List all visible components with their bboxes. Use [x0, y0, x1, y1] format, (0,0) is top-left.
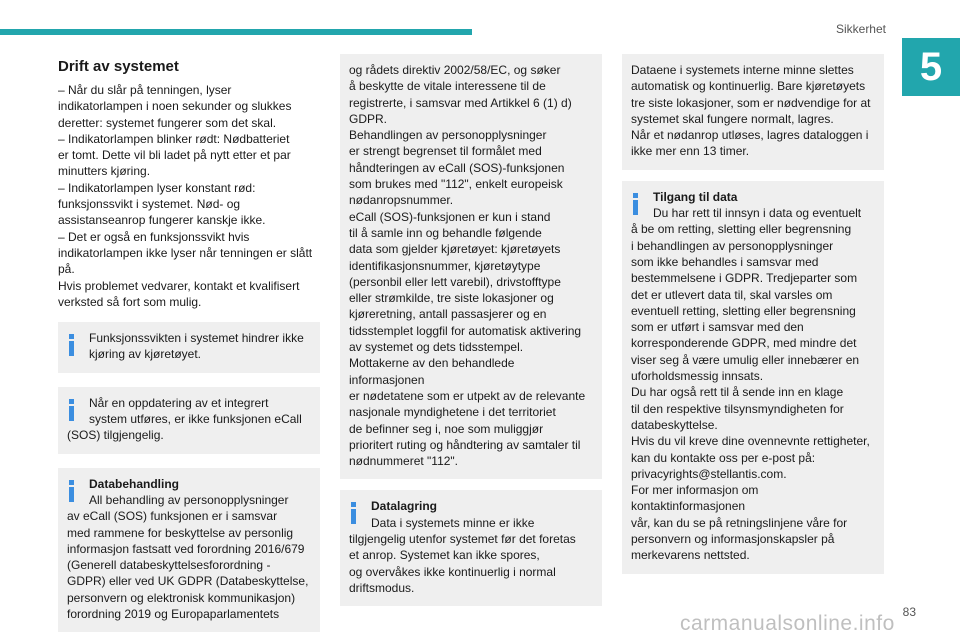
page-number: 83: [902, 605, 916, 619]
info-box-text: Når en oppdatering av et integrert: [89, 395, 269, 410]
column-3: [622, 52, 884, 585]
info-box-text: system utføres, er ikke funksjonen eCall: [89, 412, 302, 427]
info-box-malfunction: [58, 322, 320, 373]
info-icon: [69, 399, 74, 419]
info-icon: [351, 502, 356, 522]
watermark: carmanualsonline.info: [680, 612, 895, 635]
info-box-data-access: [622, 181, 884, 574]
section-title: Sikkerhet: [835, 22, 886, 36]
info-box-data-deletion: [622, 54, 884, 170]
body-text: – Når du slår på tenningen, lyser indikatorlampen i noen sekunder og slukkes deretter: systemet fungerer som det skal. – Indikatorlampen blinker rødt: Nødbatteriet er tomt. Dette vil bli ladet på nytt etter et par minutters kjøring. – Indikatorlampen lyser konstant rød: funksjonssvikt i systemet. Nød- og assistanseanrop fungerer kanskje ikke. – Det er også en funksjonssvikt hvis indikatorlampen ikke lyser når tenningen er slått på. Hvis problemet vedvarer, kontakt et kvalifisert verksted så fort som mulig.: [58, 83, 313, 309]
info-icon: [69, 334, 74, 354]
column-2: [340, 52, 602, 617]
info-box-update: [58, 387, 320, 454]
info-box-title: Datalagring: [371, 499, 438, 514]
info-box-text: Data i systemets minne er ikke: [371, 515, 535, 530]
info-box-text: Funksjonssvikten i systemet hindrer ikke: [89, 331, 304, 346]
column-1: [58, 52, 320, 640]
info-box-title: Databehandling: [89, 476, 180, 491]
info-box-text: tilgjengelig utenfor systemet før det foretas et anrop. Systemet kan ikke spores, og overvåkes ikke kontinuerlig i normal driftsmodus.: [349, 532, 576, 595]
info-box-text: kjøring av kjøretøyet.: [89, 347, 202, 362]
info-box-text: å be om retting, sletting eller begrensning i behandlingen av personopplysninger som ikke behandles i samsvar med bestemmelsene i GDPR. Tredjeparter som det er utlevert data til, skal varsles om eventuell retting, sletting eller begrensning som er utført i samsvar med den korresponderende GDPR, med mindre det viser seg å være umulig eller innebærer en uforholdsmessig innsats. Du har også rett til å sende inn en klage til den respektive tilsynsmyndigheten for databeskyttelse. Hvis du vil kreve dine ovennevnte rettigheter, kan du kontakte oss per e-post på: privacyrights@stellantis.com. For mer informasjon om kontaktinformasjonen vår, kan du se på retningslinjene våre for personvern og informasjonskapsler på merkevarens nettsted.: [631, 222, 870, 563]
header-accent-bar: [0, 29, 472, 35]
info-box-data-processing-cont: [340, 54, 602, 479]
info-icon: [69, 480, 74, 500]
info-icon: [633, 193, 638, 213]
info-box-text: Du har rett til innsyn i data og eventuelt: [653, 206, 862, 221]
chapter-number-badge: 5: [902, 38, 960, 96]
info-box-text: All behandling av personopplysninger: [89, 492, 289, 507]
info-box-title: Tilgang til data: [653, 189, 738, 204]
section-heading: Drift av systemet: [58, 58, 179, 75]
info-box-text: og rådets direktiv 2002/58/EC, og søker å beskytte de vitale interessene til de registrerte, i samsvar med Artikkel 6 (1) d) GDPR. Behandlingen av personopplysninger er strengt begrenset til formålet med håndteringen av eCall (SOS)-funksjonen som brukes med "112", enkelt europeisk nødanropsnummer. eCall (SOS)-funksjonen er kun i stand til å samle inn og behandle følgende data som gjelder kjøretøyet: kjøretøyets identifikasjonsnummer, kjøretøytype (personbil eller lett varebil), drivstofftype eller strømkilde, tre siste lokasjoner og kjøreretning, antall passasjerer og en tidsstemplet loggfil for automatisk aktivering av systemet og dets tidsstempel. Mottakerne av den behandlede informasjonen er nødetatene som er utpekt av de relevante nasjonale myndighetene i det territoriet de befinner seg i, noe som muliggjør prioritert ruting og håndtering av samtaler til nødnummeret "112".: [349, 63, 586, 469]
info-box-text: av eCall (SOS) funksjonen er i samsvar med rammene for beskyttelse av personlig informasjon fastsatt ved forordning 2016/679 (Generell databeskyttelsesforordning - GDPR) eller ved UK GDPR (Databeskyttelse, personvern og elektronisk kommunikasjon) forordning 2019 og Europaparlamentets: [67, 509, 309, 622]
info-box-data-processing: [58, 468, 320, 633]
info-box-data-storage: [340, 490, 602, 606]
info-box-text: (SOS) tilgjengelig.: [67, 428, 164, 443]
info-box-text: Dataene i systemets interne minne slettes automatisk og kontinuerlig. Bare kjøretøyets tre siste lokasjoner, som er nødvendige for at systemet skal fungere normalt, lagres. Når et nødanrop utløses, lagres dataloggen i ikke mer enn 13 timer.: [631, 63, 871, 159]
